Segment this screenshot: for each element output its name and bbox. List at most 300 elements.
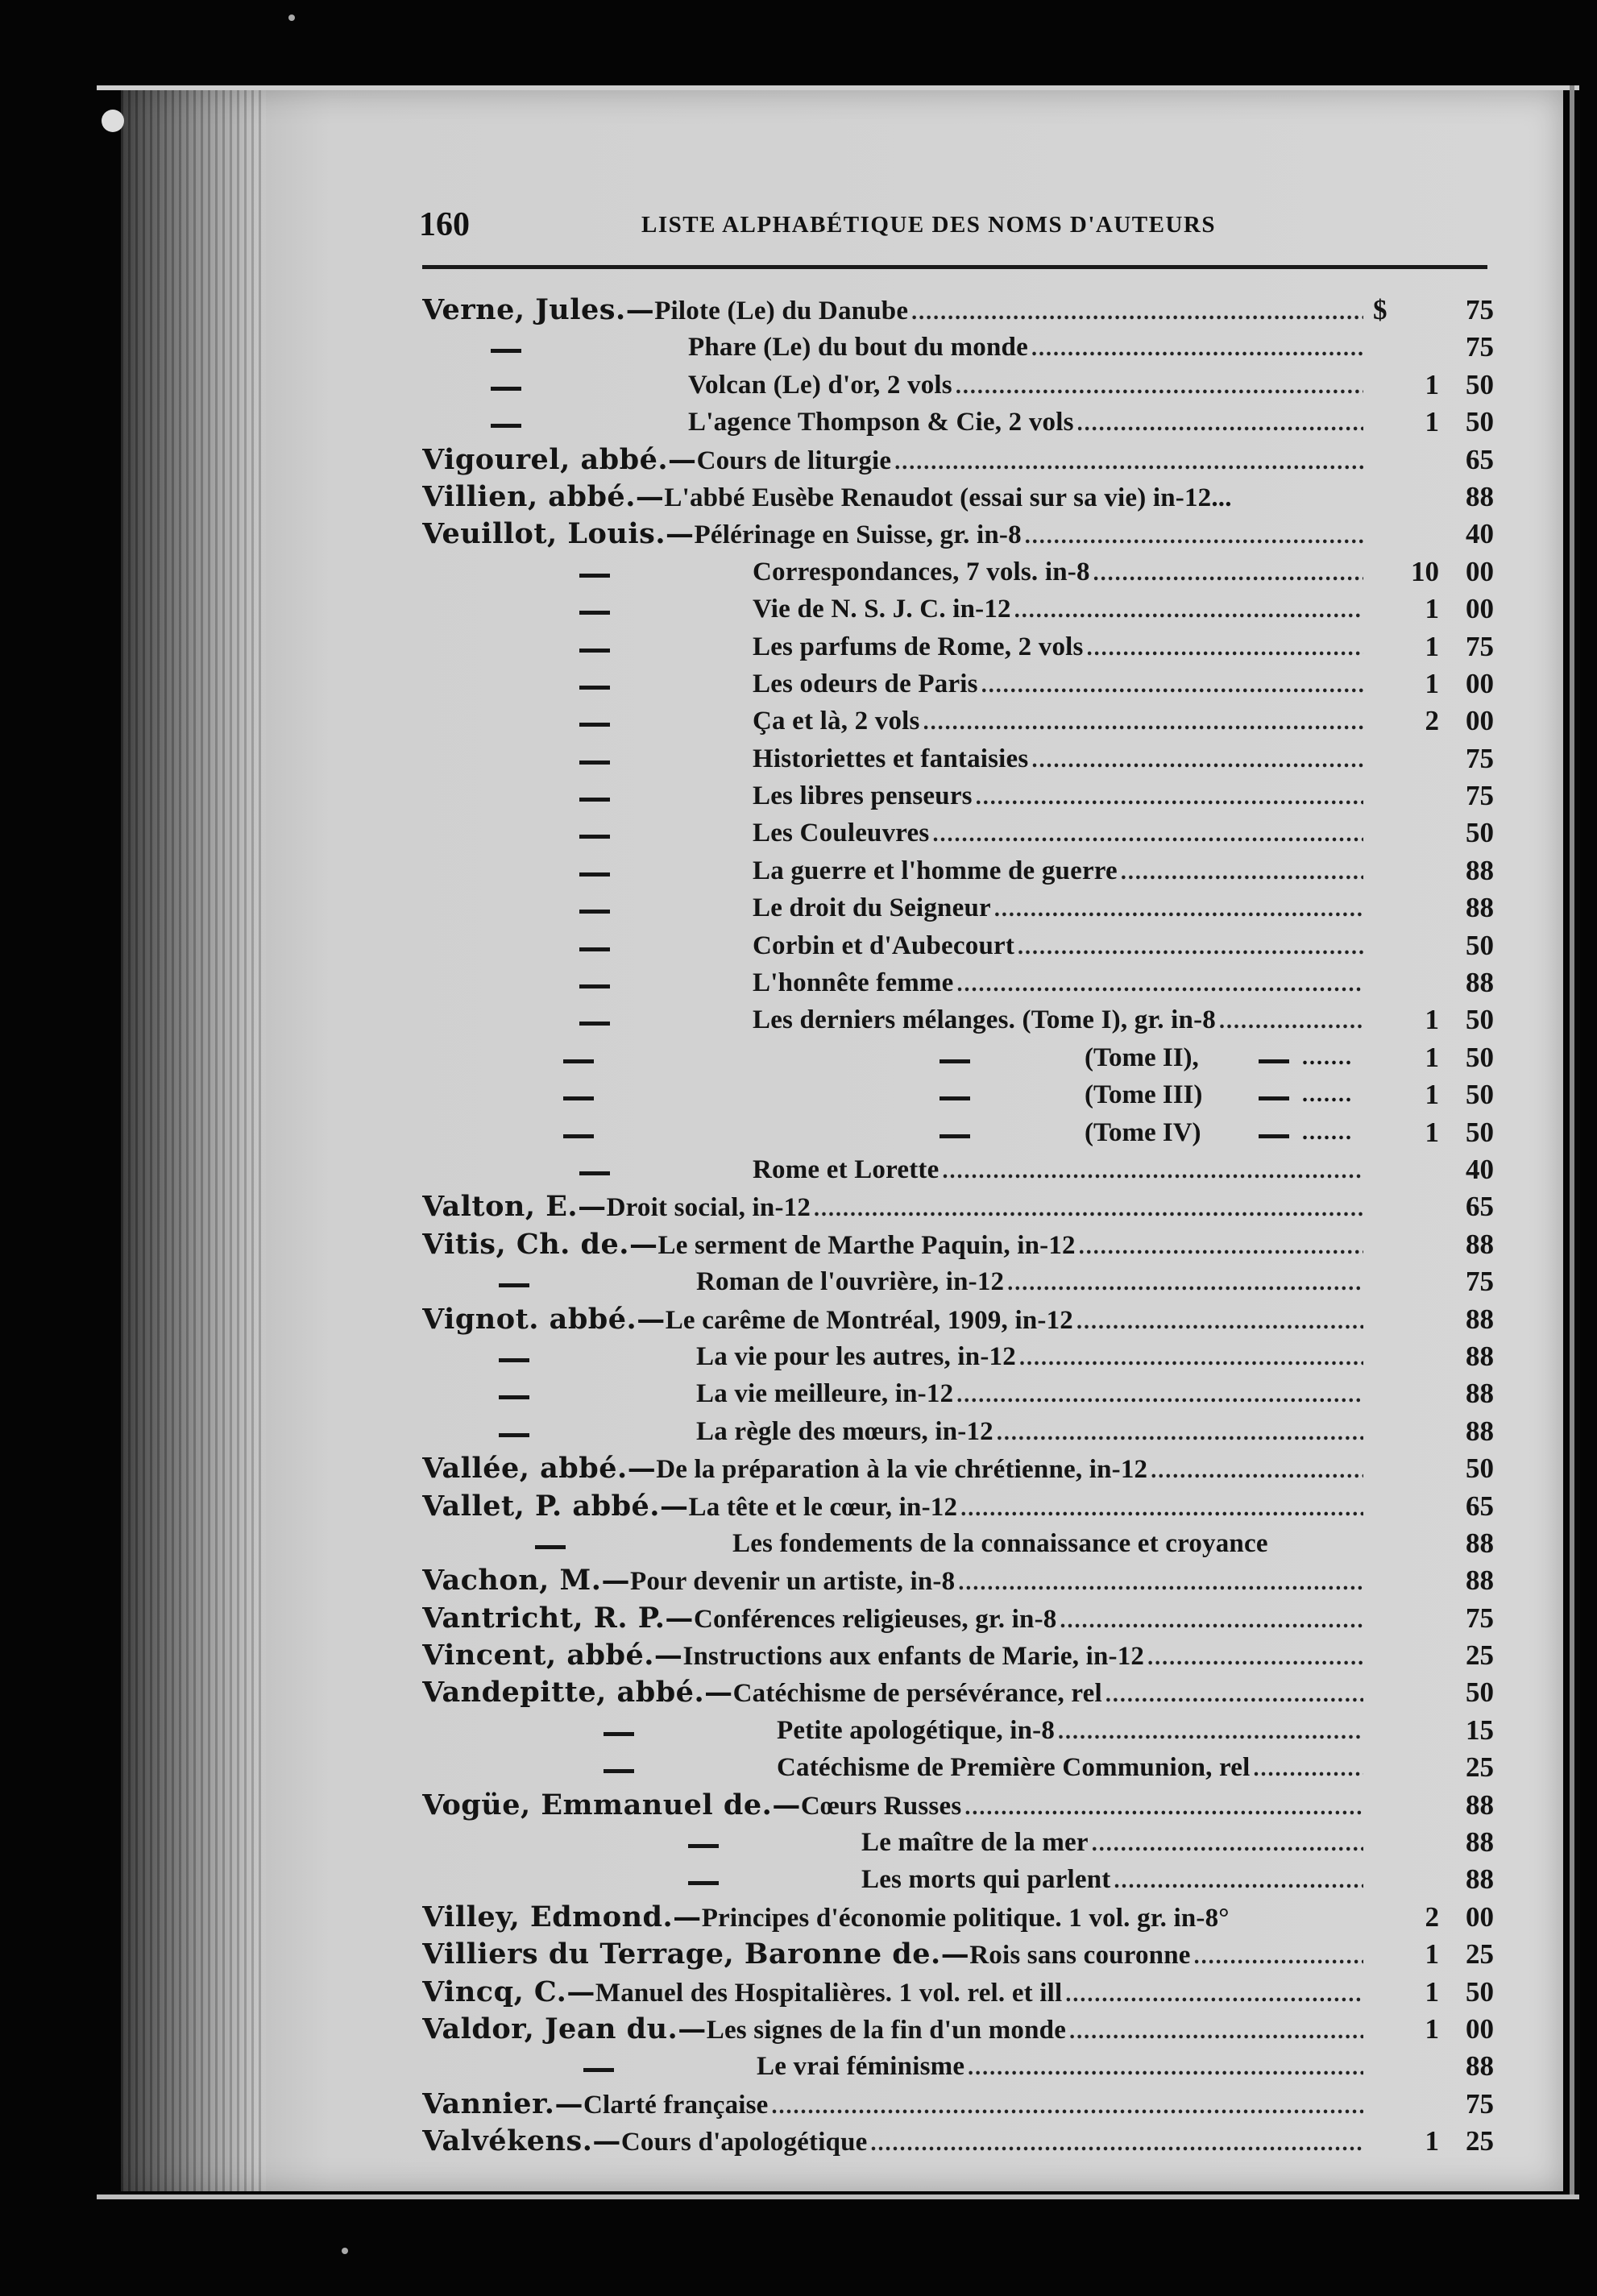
entry-title: Les signes de la fin d'un monde <box>706 2015 1067 2045</box>
ditto-dash <box>491 349 521 353</box>
entry-title: Clarté française <box>583 2090 769 2120</box>
ditto-dash <box>579 1171 610 1175</box>
price-cents: 15 <box>1466 1714 1494 1746</box>
author-name: Vignot. abbé.— <box>422 1302 666 1336</box>
entry-title: Ça et là, 2 vols <box>753 707 920 736</box>
entry-title: Rois sans couronne <box>969 1941 1191 1971</box>
entry-title: Le carême de Montréal, 1909, in-12 <box>665 1305 1073 1335</box>
leader-dots <box>939 1153 1363 1190</box>
ditto-dash <box>940 1096 970 1100</box>
price-dollars: 10 <box>1411 555 1439 587</box>
entry-title: La vie pour les autres, in-12 <box>696 1341 1016 1371</box>
entry-text <box>753 927 1363 966</box>
author-name: Veuillot, Louis.— <box>422 517 695 551</box>
entry-text <box>753 1001 1363 1040</box>
leader-dots <box>1191 1938 1363 1975</box>
leader-dots <box>957 1490 1363 1527</box>
leader-dots <box>1028 330 1363 367</box>
entry-text <box>753 814 1363 853</box>
list-item <box>422 777 1494 814</box>
ditto-dash <box>535 1545 566 1549</box>
price-dollars: 2 <box>1425 1900 1439 1933</box>
author-price-list <box>422 292 1494 2161</box>
entry-title: Les Couleuvres <box>753 819 930 848</box>
list-item <box>422 1301 1494 1338</box>
entry-title: Instructions aux enfants de Marie, in-12 <box>682 1642 1145 1672</box>
entry-title: (Tome IV) <box>1085 1117 1201 1147</box>
list-item <box>422 367 1494 404</box>
list-item <box>422 1001 1494 1038</box>
entry-text <box>688 404 1363 442</box>
price-cents: 00 <box>1466 667 1494 699</box>
price-cents: 00 <box>1466 1900 1494 1933</box>
list-item <box>422 1338 1494 1375</box>
price-dollars: 1 <box>1425 630 1439 662</box>
list-item <box>422 1076 1494 1113</box>
leader-dots <box>868 2125 1363 2162</box>
entry-text <box>422 2123 1363 2162</box>
list-item <box>422 814 1494 852</box>
price-cents: 88 <box>1466 1340 1494 1372</box>
leader-dots <box>1022 518 1363 555</box>
entry-text <box>422 441 1363 481</box>
list-item <box>422 852 1494 889</box>
price-cents: 88 <box>1466 1527 1494 1559</box>
ditto-dash <box>604 1769 634 1773</box>
list-item <box>422 2048 1494 2085</box>
entry-title: Principes d'économie politique. 1 vol. gr. in-8° <box>701 1903 1230 1933</box>
ditto-dash <box>579 686 610 690</box>
entry-title: Les odeurs de Paris <box>753 669 978 698</box>
leader-dots <box>769 2088 1363 2125</box>
entry-title: (Tome III) <box>1085 1080 1203 1110</box>
ditto-dash <box>579 910 610 914</box>
price-cents: 50 <box>1466 1676 1494 1709</box>
list-item <box>422 1488 1494 1525</box>
leader-dots <box>811 1191 1363 1228</box>
entry-title: Manuel des Hospitalières. 1 vol. rel. et ill <box>595 1978 1063 2008</box>
ditto-dash <box>499 1283 529 1287</box>
list-item <box>422 1188 1494 1225</box>
list-item <box>422 1824 1494 1861</box>
price-dollars: 1 <box>1425 1004 1439 1036</box>
price-cents: 50 <box>1466 1116 1494 1148</box>
price-cents: 88 <box>1466 2050 1494 2083</box>
price-cents: 00 <box>1466 555 1494 587</box>
leader-dots <box>920 704 1363 741</box>
author-name: Verne, Jules.— <box>422 293 655 326</box>
page-gutter-shadow <box>121 90 266 2191</box>
running-head: LISTE ALPHABÉTIQUE DES NOMS D'AUTEURS <box>641 212 1216 238</box>
price-dollars: 1 <box>1425 1938 1439 1971</box>
price-cents: 75 <box>1466 630 1494 662</box>
entry-title: (Tome II), <box>1085 1042 1199 1072</box>
leader-dots <box>1016 1340 1363 1377</box>
ditto-dash <box>579 723 610 727</box>
price-dollars: 1 <box>1425 2012 1439 2045</box>
author-name: Vigourel, abbé.— <box>422 442 697 476</box>
entry-text <box>422 1562 1363 1602</box>
entry-title: Droit social, in-12 <box>606 1193 811 1223</box>
leader-dots: ....... <box>1302 1119 1353 1145</box>
list-item <box>422 591 1494 628</box>
author-name: Vantricht, R. P.— <box>422 1601 694 1635</box>
entry-title: Catéchisme de Première Communion, rel <box>777 1753 1251 1783</box>
price-cents: 75 <box>1466 2087 1494 2120</box>
leader-dots <box>1073 1303 1363 1341</box>
entry-title: De la préparation à la vie chrétienne, in-12 <box>656 1455 1148 1485</box>
list-item <box>422 889 1494 926</box>
author-name: Vincq, C.— <box>422 1975 595 2008</box>
list-item <box>422 1600 1494 1637</box>
list-item <box>422 329 1494 366</box>
leader-dots <box>952 368 1363 405</box>
entry-title: La guerre et l'homme de guerre <box>753 856 1118 885</box>
entry-text <box>861 1861 1363 1900</box>
author-name: Vandepitte, abbé.— <box>422 1676 733 1710</box>
entry-title: L'honnête femme <box>753 968 954 998</box>
ditto-dash <box>1259 1059 1289 1063</box>
leader-dots <box>1251 1751 1363 1788</box>
price-dollar-sign: $ <box>1373 294 1388 325</box>
entry-text <box>422 2011 1363 2050</box>
entry-title: Historiettes et fantaisies <box>753 744 1029 773</box>
entry-title: Volcan (Le) d'or, 2 vols <box>688 370 952 400</box>
page-number: 160 <box>419 206 470 243</box>
ditto-dash <box>688 1881 719 1885</box>
ditto-dash <box>579 984 610 988</box>
list-item <box>422 1525 1494 1562</box>
price-cents: 50 <box>1466 1975 1494 2008</box>
entry-text <box>753 591 1363 629</box>
author-name: Vitis, Ch. de.— <box>422 1227 658 1261</box>
price-cents: 40 <box>1466 518 1494 550</box>
list-item <box>422 1787 1494 1824</box>
entry-text <box>422 1488 1363 1527</box>
ditto-dash <box>491 387 521 391</box>
price-cents: 25 <box>1466 1639 1494 1672</box>
leader-dots <box>954 966 1363 1003</box>
page-header <box>419 205 1483 246</box>
entry-text <box>688 367 1363 405</box>
price-dollars: 1 <box>1425 593 1439 625</box>
frame-edge-bottom <box>97 2194 1579 2199</box>
entry-text <box>757 2048 1363 2087</box>
leader-dots <box>964 2049 1363 2087</box>
ditto-dash <box>940 1134 970 1138</box>
entry-text <box>422 292 1363 331</box>
entry-text <box>422 1936 1363 1975</box>
entry-title: Les parfums de Rome, 2 vols <box>753 632 1084 661</box>
list-item <box>422 1899 1494 1936</box>
ditto-dash <box>579 872 610 877</box>
leader-dots <box>1089 1826 1363 1863</box>
price-cents: 50 <box>1466 1453 1494 1485</box>
entry-text <box>688 329 1363 367</box>
entry-text <box>753 964 1363 1003</box>
entry-title: Les derniers mélanges. (Tome I), gr. in-8 <box>753 1005 1216 1035</box>
leader-dots <box>1216 1003 1363 1040</box>
entry-title: La tête et le cœur, in-12 <box>688 1492 958 1522</box>
price-cents: 88 <box>1466 1303 1494 1335</box>
ditto-dash <box>583 2068 614 2072</box>
price-cents: 65 <box>1466 1490 1494 1522</box>
price-cents: 50 <box>1466 406 1494 438</box>
list-item <box>422 516 1494 553</box>
list-item <box>422 2011 1494 2048</box>
author-name: Valton, E.— <box>422 1190 607 1224</box>
leader-dots <box>1056 1602 1363 1639</box>
entry-text <box>696 1338 1363 1377</box>
ditto-dash <box>579 798 610 802</box>
author-name: Villiers du Terrage, Baronne de.— <box>422 1938 970 1971</box>
entry-text <box>753 777 1363 816</box>
list-item <box>422 665 1494 702</box>
list-item <box>422 1749 1494 1786</box>
list-item <box>422 479 1494 516</box>
entry-text <box>696 1263 1363 1302</box>
price-cents: 88 <box>1466 1788 1494 1821</box>
list-item <box>422 292 1494 329</box>
list-item <box>422 1936 1494 1973</box>
author-name: Villien, abbé.— <box>422 479 665 513</box>
price-cents: 25 <box>1466 1938 1494 1971</box>
entry-title: Catéchisme de persévérance, rel <box>732 1679 1102 1709</box>
ditto-dash <box>579 760 610 765</box>
leader-dots <box>1118 854 1363 891</box>
list-item <box>422 1114 1494 1151</box>
entry-text <box>753 740 1363 779</box>
entry-title: Pour devenir un artiste, in-8 <box>629 1567 956 1597</box>
entry-text <box>422 1600 1363 1639</box>
entry-text <box>422 1899 1363 1937</box>
leader-dots <box>1090 555 1363 592</box>
price-cents: 75 <box>1466 780 1494 812</box>
ditto-dash <box>1259 1096 1289 1100</box>
leader-dots <box>1110 1863 1363 1900</box>
price-dollars: 1 <box>1425 1975 1439 2008</box>
header-rule <box>422 265 1487 269</box>
ditto-dash <box>579 835 610 839</box>
author-name: Vallet, P. abbé.— <box>422 1489 689 1523</box>
price-cents: 50 <box>1466 1041 1494 1073</box>
entry-title: Corbin et d'Aubecourt <box>753 930 1015 960</box>
entry-text <box>422 1450 1363 1490</box>
leader-dots <box>953 1377 1363 1414</box>
list-item <box>422 1974 1494 2011</box>
ditto-dash <box>491 424 521 428</box>
leader-dots <box>991 891 1363 928</box>
list-item <box>422 1226 1494 1263</box>
author-name: Vannier.— <box>422 2087 583 2120</box>
ditto-dash <box>563 1059 594 1063</box>
list-item <box>422 404 1494 441</box>
ditto-dash <box>499 1358 529 1362</box>
price-cents: 75 <box>1466 742 1494 774</box>
list-item <box>422 740 1494 777</box>
price-cents: 40 <box>1466 1153 1494 1185</box>
entry-text <box>753 1151 1363 1190</box>
entry-text <box>422 1787 1363 1826</box>
ditto-dash <box>499 1395 529 1399</box>
leader-dots <box>1062 1976 1363 2013</box>
price-cents: 88 <box>1466 1565 1494 1597</box>
entry-text <box>696 1413 1363 1452</box>
author-name: Valvékens.— <box>422 2124 621 2158</box>
leader-dots <box>961 1789 1363 1826</box>
list-item <box>422 702 1494 740</box>
price-cents: 65 <box>1466 1191 1494 1223</box>
list-item <box>422 1562 1494 1599</box>
entry-text <box>777 1749 1363 1788</box>
leader-dots <box>993 1415 1363 1452</box>
ditto-dash <box>1259 1134 1289 1138</box>
frame-edge-right <box>1570 85 1574 2199</box>
price-dollars: 1 <box>1425 406 1439 438</box>
entry-text <box>753 852 1363 891</box>
entry-text <box>732 1525 1363 1562</box>
leader-dots <box>1144 1639 1363 1676</box>
entry-title: Cœurs Russes <box>800 1791 962 1821</box>
entry-text <box>422 479 1363 516</box>
entry-text <box>422 1301 1363 1341</box>
frame-edge-top <box>97 85 1579 90</box>
list-item <box>422 1674 1494 1711</box>
entry-title: Phare (Le) du bout du monde <box>688 333 1028 363</box>
price-cents: 50 <box>1466 368 1494 400</box>
price-cents: 88 <box>1466 967 1494 999</box>
list-item <box>422 1375 1494 1412</box>
entry-text <box>422 516 1363 555</box>
leader-dots <box>973 779 1363 816</box>
leader-dots: ....... <box>1302 1044 1353 1070</box>
price-dollars: 1 <box>1425 1116 1439 1148</box>
leader-dots <box>1074 405 1363 442</box>
author-name: Vallée, abbé.— <box>422 1452 657 1486</box>
list-item <box>422 964 1494 1001</box>
ditto-dash <box>579 611 610 615</box>
price-cents: 88 <box>1466 1228 1494 1260</box>
price-dollars: 1 <box>1425 1079 1439 1111</box>
price-cents: 50 <box>1466 817 1494 849</box>
entry-title: L'agence Thompson & Cie, 2 vols <box>688 408 1074 437</box>
entry-title: Le maître de la mer <box>861 1828 1089 1858</box>
price-cents: 75 <box>1466 294 1494 325</box>
entry-title: Le droit du Seigneur <box>753 893 991 923</box>
author-name: Vincent, abbé.— <box>422 1639 683 1672</box>
price-cents: 88 <box>1466 1378 1494 1410</box>
price-cents: 88 <box>1466 854 1494 886</box>
leader-dots: ....... <box>1302 1082 1353 1108</box>
list-item <box>422 1413 1494 1450</box>
ditto-dash <box>499 1433 529 1437</box>
list-item <box>422 927 1494 964</box>
ditto-dash <box>579 947 610 951</box>
dust-speck <box>342 2248 348 2254</box>
entry-title: L'abbé Eusèbe Renaudot (essai sur sa vie) in-12... <box>664 483 1232 512</box>
entry-title: Vie de N. S. J. C. in-12 <box>753 595 1011 624</box>
price-cents: 00 <box>1466 705 1494 737</box>
leader-dots <box>1014 929 1363 966</box>
entry-title: Roman de l'ouvrière, in-12 <box>696 1267 1005 1297</box>
price-cents: 88 <box>1466 1863 1494 1896</box>
entry-text <box>753 553 1363 592</box>
entry-text <box>422 1188 1363 1228</box>
price-cents: 25 <box>1466 2125 1494 2157</box>
entry-text <box>861 1824 1363 1863</box>
entry-title: Le serment de Marthe Paquin, in-12 <box>657 1230 1076 1260</box>
list-item <box>422 1263 1494 1300</box>
entry-title: Rome et Lorette <box>753 1154 940 1184</box>
leader-dots <box>1066 2013 1363 2050</box>
ditto-dash <box>563 1134 594 1138</box>
ditto-dash <box>604 1732 634 1736</box>
price-dollars: 1 <box>1425 667 1439 699</box>
entry-text <box>777 1712 1363 1751</box>
entry-title: Conférences religieuses, gr. in-8 <box>693 1604 1057 1634</box>
ditto-dash <box>579 649 610 653</box>
list-item <box>422 1861 1494 1898</box>
ditto-dash <box>563 1096 594 1100</box>
leader-dots <box>1084 630 1363 667</box>
leader-dots <box>978 667 1363 704</box>
entry-title: Les morts qui parlent <box>861 1865 1111 1895</box>
price-dollars: 1 <box>1425 2125 1439 2157</box>
leader-dots <box>1004 1265 1363 1302</box>
ditto-dash <box>579 1022 610 1026</box>
leader-dots <box>1102 1676 1363 1714</box>
leader-dots <box>1147 1453 1363 1490</box>
leader-dots <box>1076 1229 1363 1266</box>
price-cents: 00 <box>1466 2012 1494 2045</box>
entry-text <box>753 702 1363 741</box>
price-dollars: 1 <box>1425 1041 1439 1073</box>
entry-text <box>696 1375 1363 1414</box>
price-cents: 50 <box>1466 1004 1494 1036</box>
leader-dots <box>908 294 1363 331</box>
author-name: Valdor, Jean du.— <box>422 2012 707 2045</box>
price-cents: 88 <box>1466 1826 1494 1859</box>
entry-text <box>753 665 1363 704</box>
entry-title: Le vrai féminisme <box>757 2052 965 2082</box>
price-cents: 00 <box>1466 593 1494 625</box>
author-name: Villey, Edmond.— <box>422 1900 702 1933</box>
entry-title: Cours d'apologétique <box>620 2128 868 2157</box>
price-cents: 88 <box>1466 1415 1494 1447</box>
dust-speck <box>288 15 295 21</box>
price-cents: 75 <box>1466 1602 1494 1634</box>
ditto-dash <box>579 574 610 578</box>
entry-title: Pélérinage en Suisse, gr. in-8 <box>694 520 1022 550</box>
entry-title: Correspondances, 7 vols. in-8 <box>753 557 1090 586</box>
price-dollars: 1 <box>1425 368 1439 400</box>
list-item <box>422 441 1494 479</box>
list-item <box>422 1151 1494 1188</box>
author-name: Vogüe, Emmanuel de.— <box>422 1788 801 1821</box>
entry-text <box>753 628 1363 667</box>
list-item <box>422 628 1494 665</box>
price-cents: 75 <box>1466 1266 1494 1298</box>
list-item <box>422 1712 1494 1749</box>
price-cents: 75 <box>1466 331 1494 363</box>
entry-title: Cours de liturgie <box>696 446 892 475</box>
leader-dots <box>891 444 1363 481</box>
price-cents: 65 <box>1466 443 1494 475</box>
leader-dots <box>929 816 1363 853</box>
price-cents: 50 <box>1466 1079 1494 1111</box>
entry-title: Pilote (Le) du Danube <box>654 296 909 325</box>
list-item <box>422 553 1494 591</box>
